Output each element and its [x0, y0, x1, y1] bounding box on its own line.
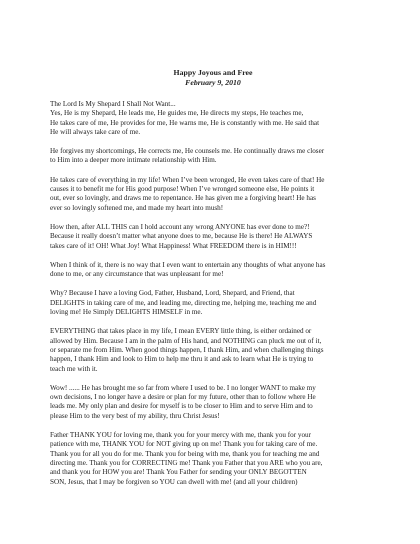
paragraph-line: or separate me from Him. When good things happen, I thank Him, and when challenging things — [50, 345, 324, 354]
paragraph-line: EVERYTHING that takes place in my life, I mean EVERY little thing, is either ordained or — [50, 327, 312, 336]
paragraph — [50, 289, 376, 317]
paragraph-line: please Him to the very best of my ability, thru Christ Jesus! — [50, 411, 220, 420]
paragraph-line: and thank you for HOW you are! Thank You Father for sending your ONLY BEGOTTEN — [50, 468, 307, 477]
paragraph-line: causes it to benefit me for His good purpose! When I’ve wronged someone else, He points it — [50, 185, 315, 194]
paragraph-line: He takes care of everything in my life! When I’ve been wronged, He even takes care of that! He — [50, 175, 325, 184]
paragraph-line: Why? Because I have a loving God, Father, Husband, Lord, Shepard, and Friend, that — [50, 289, 295, 298]
paragraph-line: own decisions, I no longer have a desire or plan for my future, other than to follow where He — [50, 393, 316, 402]
paragraph-line: done to me, or any circumstance that was unpleasant for me! — [50, 270, 224, 279]
paragraph-line: SON, Jesus, that I may be forgiven so YOU can dwell with me! (and all your children) — [50, 477, 298, 486]
paragraph-line: He will always take care of me. — [50, 127, 141, 136]
paragraph-line: ever so lovingly softened me, and made my heart into mush! — [50, 203, 224, 212]
paragraph-line: patience with me, THANK YOU for NOT giving up on me! Thank you for taking care of me. — [50, 440, 318, 449]
paragraph-line: Yes, He is my Shepard, He leads me, He guides me, He directs my steps, He teaches me, — [50, 109, 304, 118]
paragraph-line: loving me! He Simply DELIGHTS HIMSELF in me. — [50, 308, 203, 317]
paragraph-line: leads me. My only plan and desire for myself is to be closer to Him and to serve Him and to — [50, 402, 313, 411]
paragraph-line: When I think of it, there is no way that I even want to entertain any thoughts of what anyone has — [50, 260, 326, 269]
paragraph-line: takes care of it! OH! What Joy! What Happiness! What FREEDOM there is in HIM!!! — [50, 241, 297, 250]
document-body — [50, 100, 376, 487]
paragraph-line: He forgives my shortcomings, He corrects me, He counsels me. He continually draws me closer — [50, 147, 325, 156]
paragraph-line: directing me. Thank you for CORRECTING me! Thank you Father that you ARE who you are, — [50, 458, 323, 467]
paragraph-line: Wow! ...... He has brought me so far from where I used to be. I no longer WANT to make my — [50, 383, 316, 392]
paragraph-line: Thank you for all you do for me. Thank you for being with me, thank you for teaching me and — [50, 449, 320, 458]
paragraph-line: Because it really doesn’t matter what anyone does to me, because He is there! He ALWAYS — [50, 232, 313, 241]
document-date: February 9, 2010 — [185, 78, 241, 87]
paragraph-line: allowed by Him. Because I am in the palm of His hand, and NOTHING can pluck me out of it, — [50, 336, 322, 345]
paragraph-line: out, ever so lovingly, and draws me to repentance. He has given me a forgiving heart! He has — [50, 194, 316, 203]
paragraph — [50, 100, 376, 137]
paragraph-line: He takes care of me, He provides for me, He warns me, He is constantly with me. He said that — [50, 118, 320, 127]
document-title: Happy Joyous and Free — [173, 68, 253, 77]
paragraph — [50, 431, 376, 487]
paragraph — [50, 223, 376, 251]
paragraph-line: to Him into a deeper more intimate relationship with Him. — [50, 156, 217, 165]
paragraph — [50, 147, 376, 166]
paragraph-line: Father THANK YOU for loving me, thank you for your mercy with me, thank you for your — [50, 431, 311, 440]
paragraph-line: DELIGHTS in taking care of me, and leading me, directing me, helping me, teaching me and — [50, 298, 317, 307]
paragraph-line: teach me with it. — [50, 364, 98, 373]
paragraph-line: happen, I thank Him and look to Him to help me thru it and ask to learn what He is trying to — [50, 355, 314, 364]
paragraph — [50, 176, 376, 213]
paragraph — [50, 327, 376, 373]
paragraph — [50, 261, 376, 280]
paragraph — [50, 384, 376, 421]
paragraph-line: How then, after ALL THIS can I hold account any wrong ANYONE has ever done to me?! — [50, 222, 310, 231]
paragraph-line: The Lord Is My Shepard I Shall Not Want... — [50, 100, 176, 108]
